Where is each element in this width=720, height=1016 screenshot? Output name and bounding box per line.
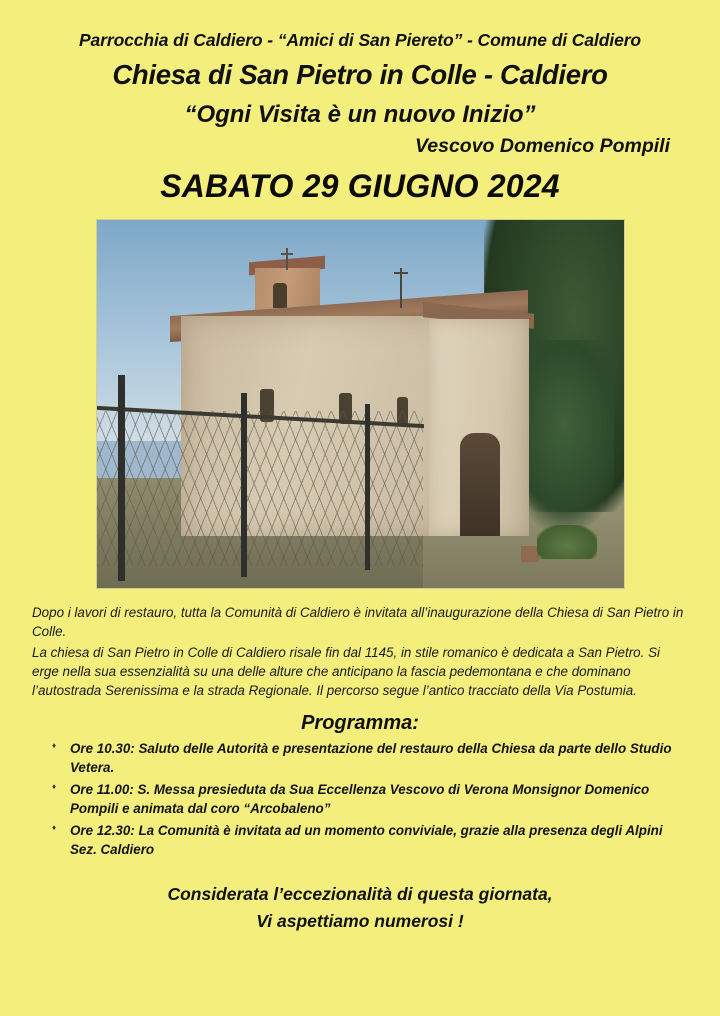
photo-bush xyxy=(537,525,597,559)
closing-line-1: Considerata l’eccezionalità di questa giornata, xyxy=(167,884,553,905)
list-item: ♦ Ore 11.00: S. Messa presieduta da Sua Eccellenza Vescovo di Verona Monsignor Domenico Pompili e animata dal coro “Arcobaleno” xyxy=(52,780,688,818)
motto-line: “Ogni Visita è un nuovo Inizio” xyxy=(184,101,536,128)
list-item: ♦ Ore 12.30: La Comunità è invitata ad un momento conviviale, grazie alla presenza degli Alpini Sez. Caldiero xyxy=(52,821,688,859)
bishop-line: Vescovo Domenico Pompili xyxy=(414,135,670,157)
antenna-icon xyxy=(400,268,402,308)
event-date: SABATO 29 GIUGNO 2024 xyxy=(160,168,560,204)
page-title: Chiesa di San Pietro in Colle - Caldiero xyxy=(112,59,608,90)
photo-bell-tower-window xyxy=(273,283,287,309)
photo-fence-post xyxy=(118,375,125,581)
intro-paragraph-2: La chiesa di San Pietro in Colle di Caldiero risale fin dal 1145, in stile romanico è dedicata a San Pietro. Si erge nella sua essenzialità su una delle alture che anticipano la fascia pedemontana e che dominano l’autostrada Serenissima e la strada Regionale. Il percorso segue l’antico tracciato della Via Postumia. xyxy=(32,645,660,699)
organizers-line: Parrocchia di Caldiero - “Amici di San Piereto” - Comune di Caldiero xyxy=(78,30,642,50)
photo-church-door xyxy=(460,433,500,536)
church-photo xyxy=(96,219,625,589)
closing-line-2: Vi aspettiamo numerosi ! xyxy=(256,911,464,932)
photo-fence-post xyxy=(365,404,370,570)
intro-paragraph-1: Dopo i lavori di restauro, tutta la Comunità di Caldiero è invitata all’inaugurazione della Chiesa di San Pietro in Colle. xyxy=(32,605,684,640)
agenda-list xyxy=(26,739,694,859)
photo-fence-mesh xyxy=(97,411,424,566)
intro-text xyxy=(26,603,694,700)
photo-fence-post xyxy=(241,393,247,577)
programma-heading: Programma: xyxy=(301,712,419,735)
closing-block xyxy=(26,881,694,935)
poster-header xyxy=(26,30,694,129)
list-item: ♦ Ore 10.30: Saluto delle Autorità e presentazione del restauro della Chiesa da parte dello Studio Vetera. xyxy=(52,739,688,777)
cross-icon xyxy=(286,248,288,270)
